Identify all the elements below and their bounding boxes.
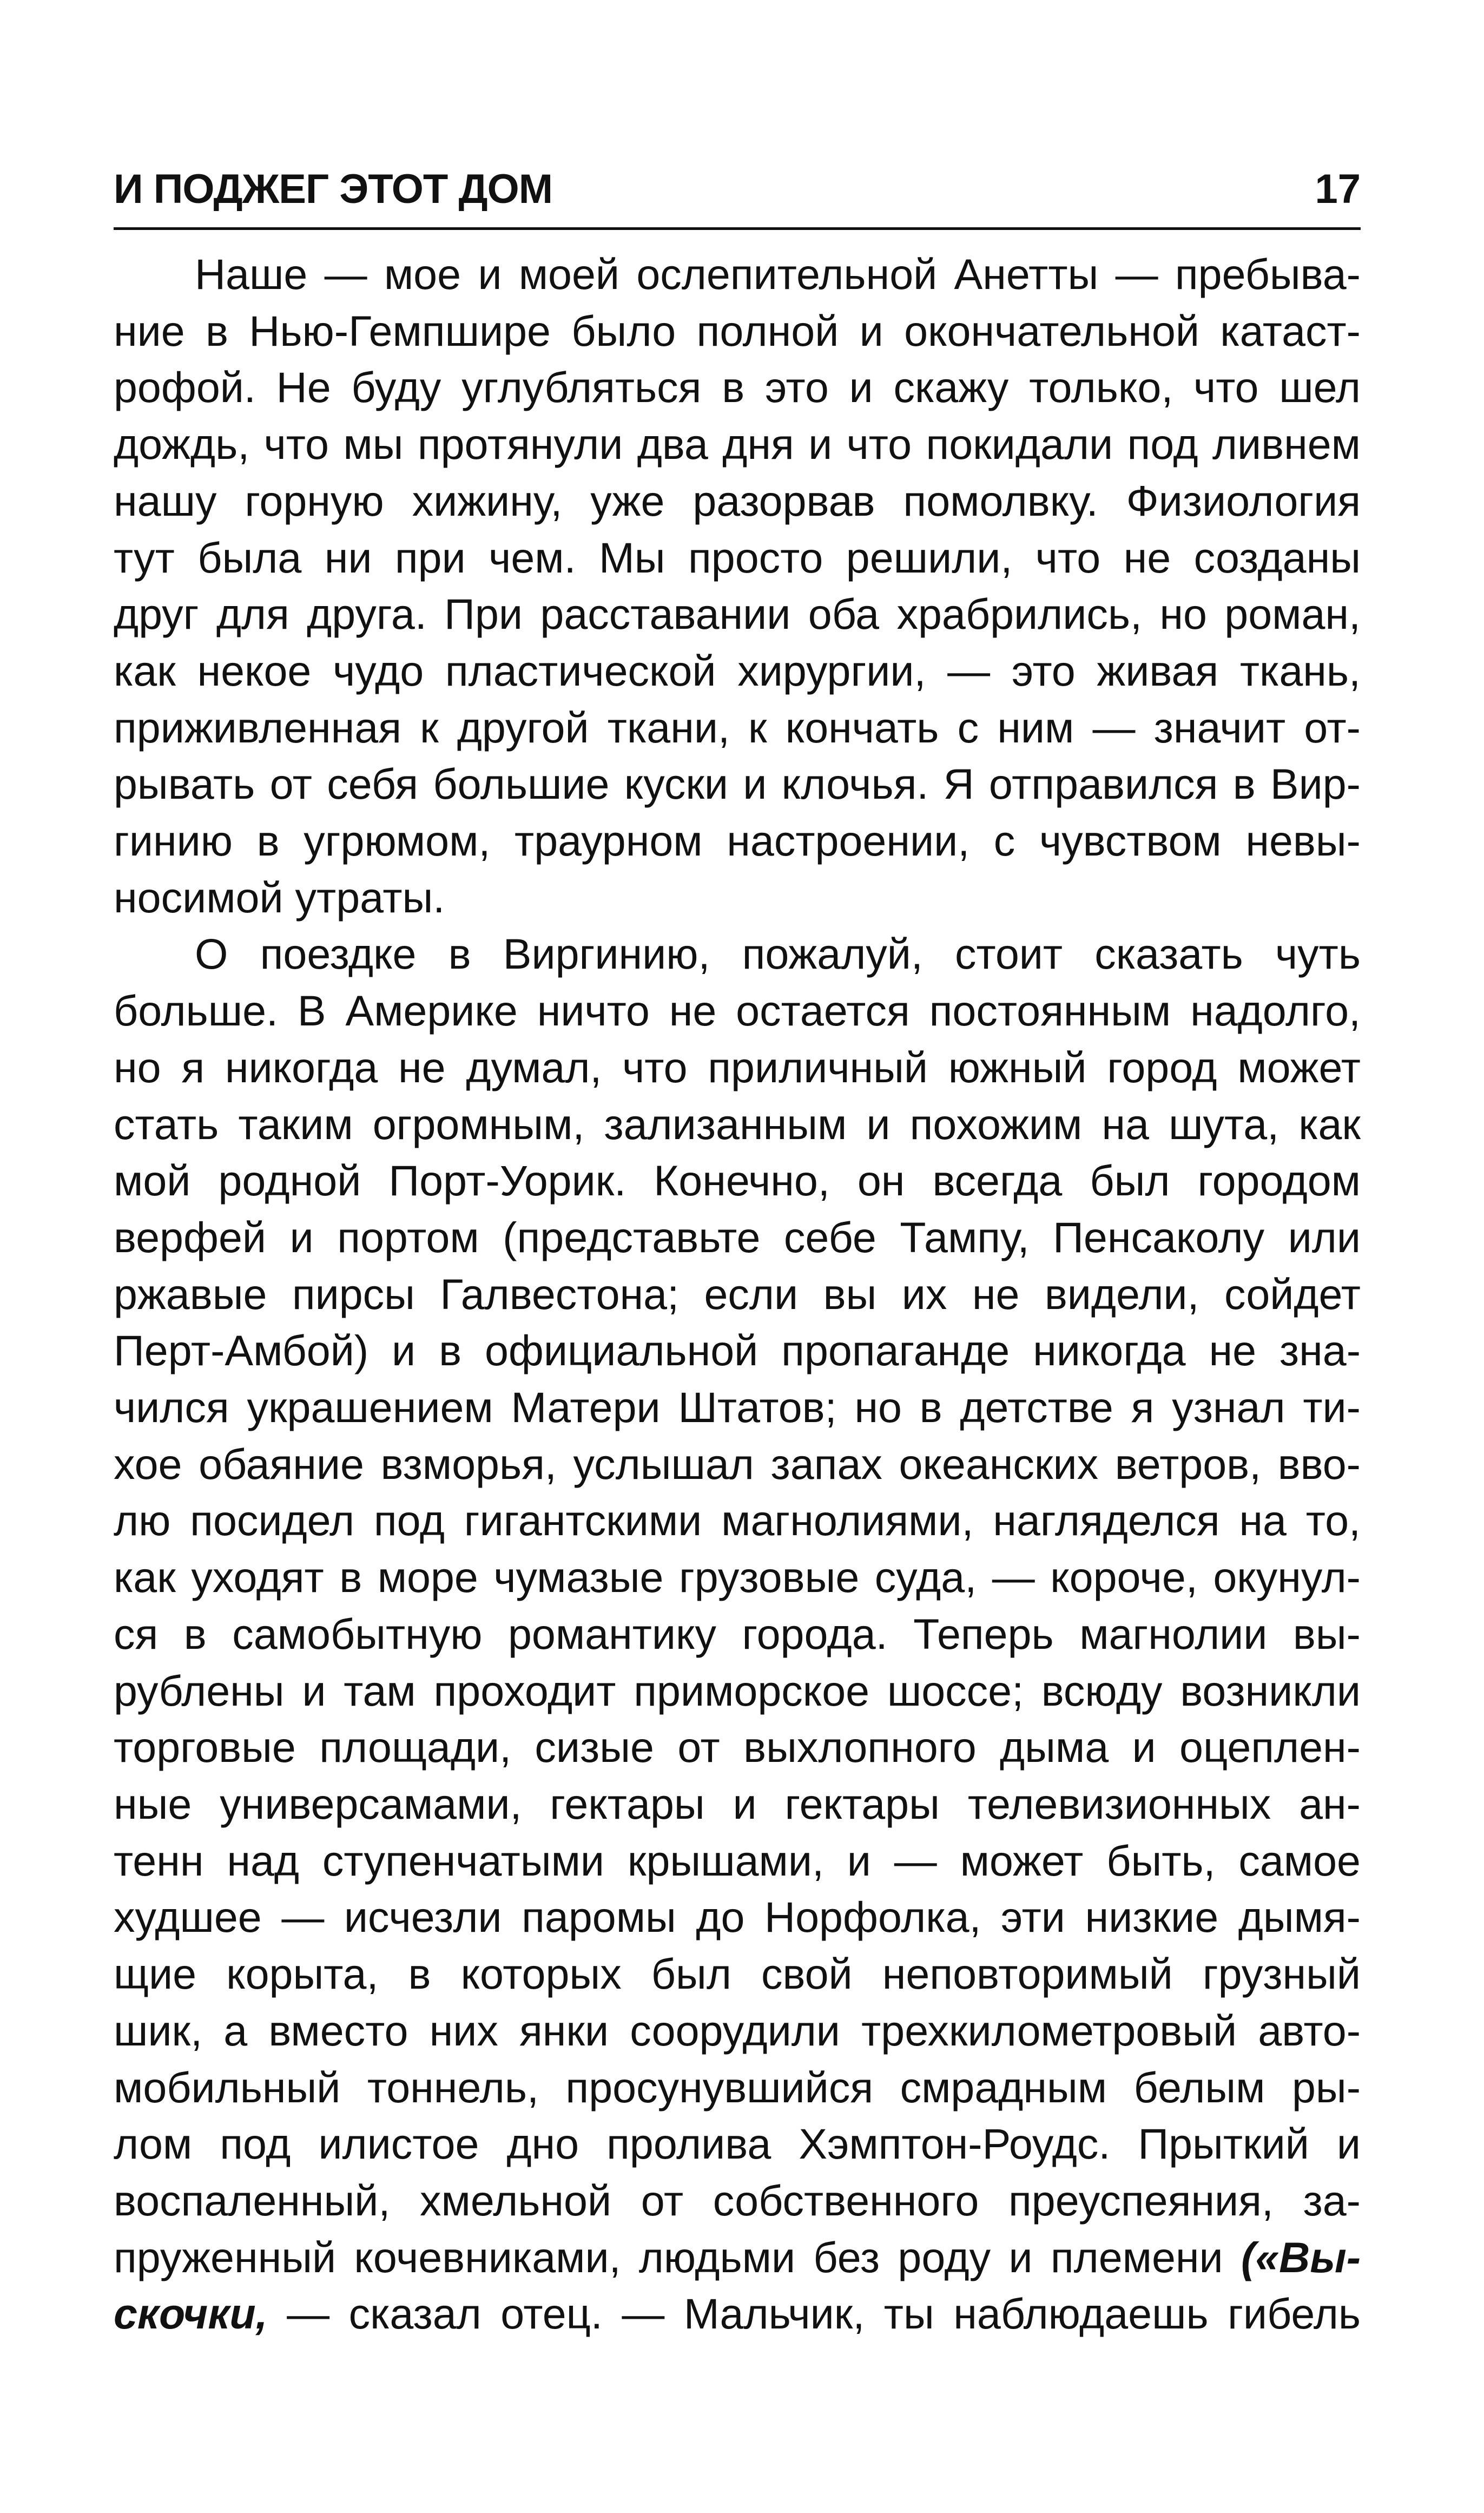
text-line: Перт-Амбой) и в официальной пропаганде никогда не зна- [114,1326,1361,1375]
text-line: нашу горную хижину, уже разорвав помолвку. Физиология [114,476,1361,525]
text-run: — сказал отец. — Мальчик, ты наблюдаешь гибель [267,2290,1361,2338]
text-line: дождь, что мы протянули два дня и что покидали под ливнем [114,420,1361,469]
text-line: шик, а вместо них янки соорудили трехкилометровый авто- [114,2006,1361,2055]
text-line: как некое чудо пластической хирургии, — это живая ткань, [114,646,1361,695]
text-line: носимой утраты. [114,873,445,922]
text-line: но я никогда не думал, что приличный южный город может [114,1043,1361,1091]
text-line: Наше — мое и моей ослепительной Анетты — пребыва- [195,250,1361,298]
text-line: рофой. Не буду углубляться в это и скажу только, что шел [114,363,1361,412]
text-line: рублены и там проходит приморское шоссе; всюду возникли [114,1666,1361,1715]
text-line: мой родной Порт-Уорик. Конечно, он всегда был городом [114,1156,1361,1205]
text-line: приживленная к другой ткани, к кончать с ним — значит от- [114,703,1361,752]
text-line: ржавые пирсы Галвестона; если вы их не видели, сойдет [114,1269,1361,1318]
italic-quote-continuation: скочки, [114,2290,268,2338]
text-line: стать таким огромным, зализанным и похожим на шута, как [114,1100,1361,1148]
text-line: гинию в угрюмом, траурном настроении, с чувством невы- [114,817,1361,865]
text-line: больше. В Америке ничто не остается постоянным надолго, [114,986,1361,1035]
italic-quote-start: («Вы- [1241,2233,1361,2281]
running-header [114,162,1361,230]
paragraph [114,246,1361,926]
text-line: как уходят в море чумазые грузовые суда, — короче, окунул- [114,1553,1361,1602]
text-line: щие корыта, в которых был свой неповторимый грузный [114,1950,1361,1998]
text-line: чился украшением Матери Штатов; но в детстве я узнал ти- [114,1383,1361,1432]
running-title: И ПОДЖЕГ ЭТОТ ДОМ [114,166,553,212]
text-line: торговые площади, сизые от выхлопного дыма и оцеплен- [114,1723,1361,1772]
text-line: ся в самобытную романтику города. Теперь магнолии вы- [114,1609,1361,1658]
page-number: 17 [1315,166,1361,212]
text-line: худшее — исчезли паромы до Норфолка, эти низкие дымя- [114,1893,1361,1942]
paragraph [114,926,1361,2343]
body-text [114,246,1361,2343]
text-line: мобильный тоннель, просунувшийся смрадным белым ры- [114,2063,1361,2111]
text-line [114,2229,1361,2286]
text-line: воспаленный, хмельной от собственного преуспеяния, за- [114,2176,1361,2225]
text-run: пруженный кочевниками, людьми без роду и племени [114,2233,1223,2281]
text-line: друг для друга. При расставании оба храбрились, но роман, [114,590,1361,639]
text-line: лю посидел под гигантскими магнолиями, нагляделся на то, [114,1496,1361,1545]
text-line: верфей и портом (представьте себе Тампу, Пенсаколу или [114,1213,1361,1261]
text-line: хое обаяние взморья, услышал запах океанских ветров, вво- [114,1439,1361,1488]
text-line: лом под илистое дно пролива Хэмптон-Роудс. Прыткий и [114,2120,1361,2168]
text-line: тенн над ступенчатыми крышами, и — может быть, самое [114,1836,1361,1885]
text-line: рывать от себя большие куски и клочья. Я отправился в Вир- [114,760,1361,808]
text-line: ние в Нью-Гемпшире было полной и окончательной катаст- [114,306,1361,355]
text-line [114,2286,1361,2343]
text-line: ные универсамами, гектары и гектары телевизионных ан- [114,1779,1361,1828]
text-line: О поездке в Виргинию, пожалуй, стоит сказать чуть [195,930,1361,978]
text-line: тут была ни при чем. Мы просто решили, что не созданы [114,533,1361,582]
